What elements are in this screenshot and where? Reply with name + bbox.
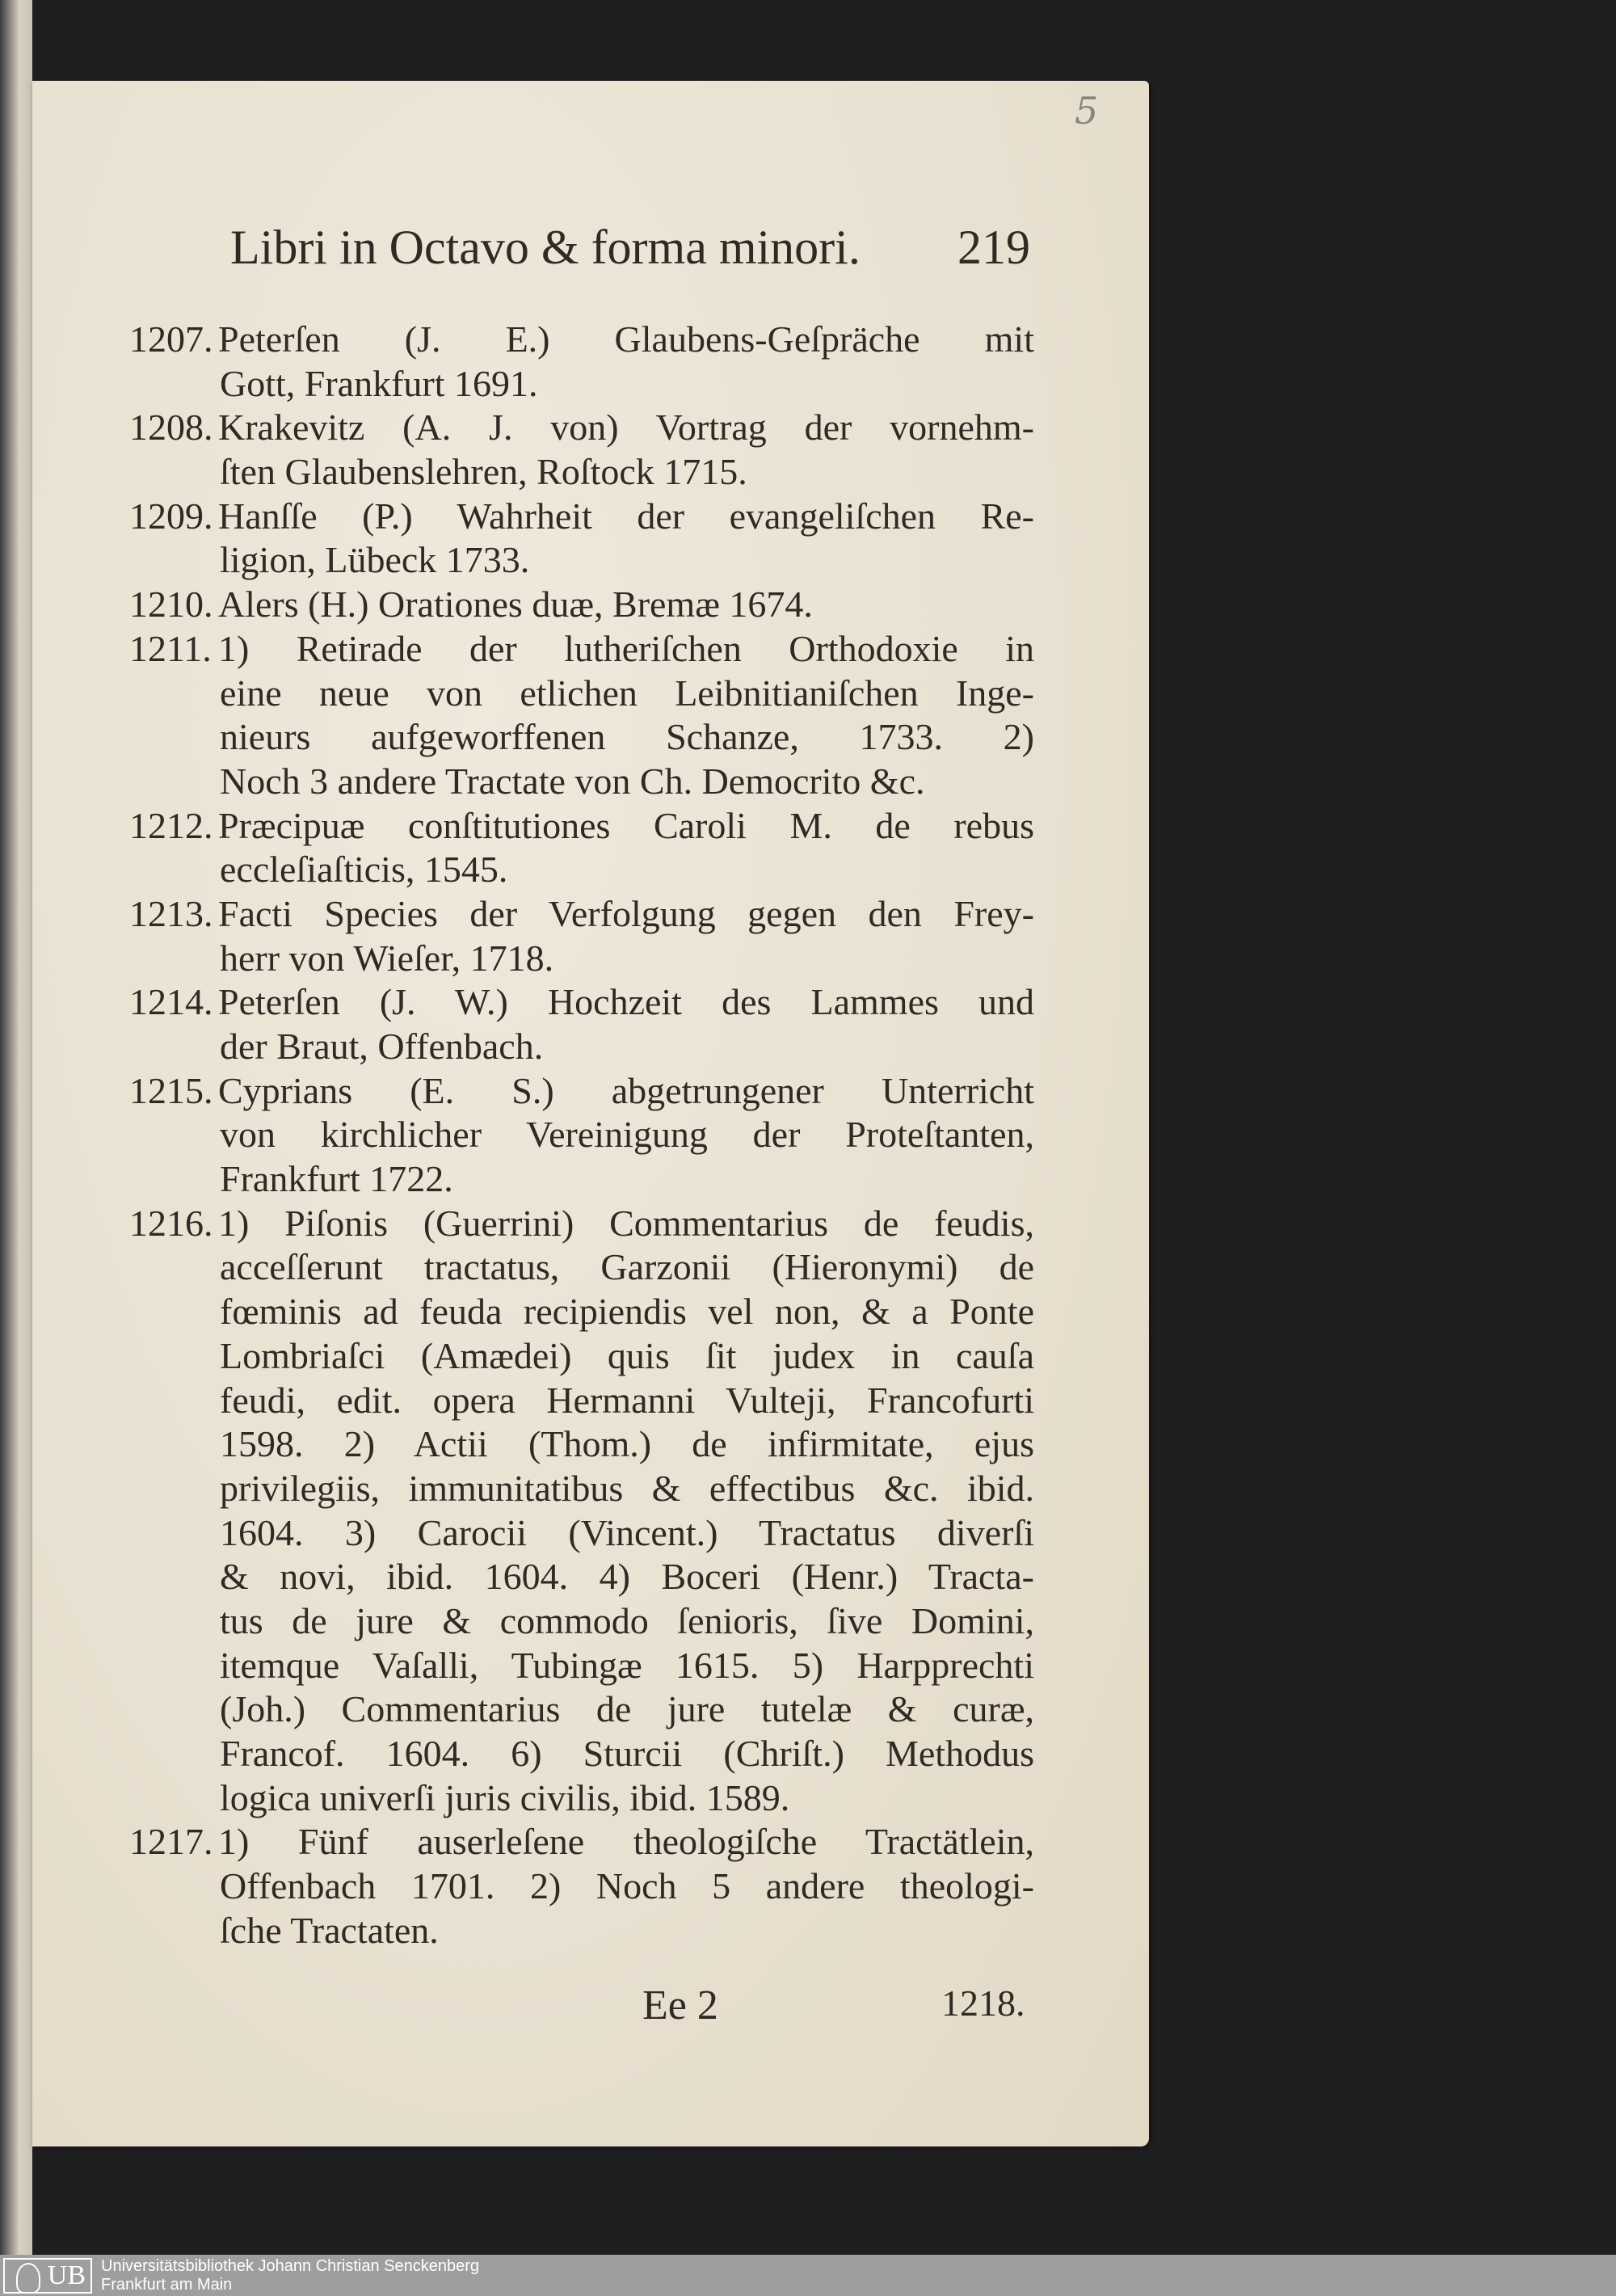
entry-text: Hanſſe (P.) Wahrheit der evangeliſchen Re- [218, 495, 1034, 537]
signature-mark: Ee 2 [642, 1982, 718, 2028]
entry-line [129, 1113, 1034, 1157]
entry-line [129, 1422, 1034, 1467]
entry-line [129, 1069, 1034, 1114]
entry-text: ſten Glaubenslehren, Roſtock 1715. [220, 451, 747, 493]
entry-line [129, 1644, 1034, 1688]
entry-number: 1214. [129, 981, 213, 1023]
institution-city: Frankfurt am Main [101, 2276, 233, 2294]
entry-line [129, 1202, 1034, 1246]
running-head-title: Libri in Octavo & forma minori. [230, 221, 861, 274]
entry-text: logica univerſi juris civilis, ibid. 1589. [220, 1776, 790, 1818]
entry-text: Facti Species der Verfolgung gegen den Frey- [218, 892, 1034, 934]
entry-text: Krakevitz (A. J. von) Vortrag der vornehm- [218, 407, 1034, 449]
entry-text: nieurs aufgeworffenen Schanze, 1733. 2) [220, 716, 1034, 758]
entry-number: 1217. [129, 1821, 213, 1863]
entry-line [129, 495, 1034, 539]
entry-number: 1216. [129, 1202, 213, 1244]
entry-number: 1215. [129, 1069, 213, 1111]
entry-line [129, 1157, 1034, 1202]
entry-line [129, 1864, 1034, 1909]
entry-text: fœminis ad feuda recipiendis vel non, & a Ponte [220, 1291, 1034, 1333]
entry-line [129, 672, 1034, 716]
entry-line [129, 848, 1034, 892]
entry-number: 1210. [129, 583, 213, 626]
entry-text: 1598. 2) Actii (Thom.) de infirmitate, ejus [220, 1423, 1034, 1465]
entry-line [129, 627, 1034, 672]
entry-number: 1211. [129, 627, 212, 669]
handwritten-folio-mark: 5 [1075, 89, 1099, 133]
entry-text: ligion, Lübeck 1733. [220, 539, 530, 581]
entry-number: 1209. [129, 495, 213, 537]
ub-logo [3, 2258, 92, 2294]
entry-line [129, 362, 1034, 407]
entry-line [129, 1467, 1034, 1511]
entry-line [129, 804, 1034, 849]
entry-line [129, 937, 1034, 981]
senckenberg-bust-icon [16, 2263, 40, 2294]
entry-text: privilegiis, immunitatibus & effectibus &c. ibid. [220, 1467, 1034, 1509]
page-number: 219 [957, 221, 1030, 274]
entry-text: Peterſen (J. E.) Glaubens-Geſpräche mit [218, 318, 1034, 360]
entry-text: 1604. 3) Carocii (Vincent.) Tractatus diverſi [220, 1511, 1034, 1553]
entry-number: 1207. [129, 318, 213, 360]
entry-line [129, 1334, 1034, 1379]
entry-text: Cyprians (E. S.) abgetrungener Unterricht [218, 1069, 1034, 1111]
entry-text: Gott, Frankfurt 1691. [220, 362, 538, 404]
entry-text: Frankfurt 1722. [220, 1158, 453, 1200]
entry-line [129, 538, 1034, 583]
entry-text: tus de jure & commodo ſenioris, ſive Domini, [220, 1599, 1034, 1641]
logo-text: UB [47, 2260, 86, 2290]
entry-line [129, 892, 1034, 937]
entry-text: eine neue von etlichen Leibnitianiſchen Inge- [220, 672, 1034, 714]
entry-text: Præcipuæ conſtitutiones Caroli M. de rebus [218, 804, 1034, 846]
entry-line [129, 1555, 1034, 1599]
entry-text: (Joh.) Commentarius de jure tutelæ & curæ, [220, 1688, 1034, 1730]
entry-text: Lombriaſci (Amædei) quis ſit judex in cauſa [220, 1334, 1034, 1376]
catalogue-entries [129, 318, 1034, 1953]
institution-name: Universitätsbibliothek Johann Christian Senckenberg [101, 2257, 480, 2275]
entry-text: der Braut, Offenbach. [220, 1026, 544, 1067]
entry-text: eccleſiaſticis, 1545. [220, 849, 508, 891]
entry-line [129, 1511, 1034, 1556]
entry-number: 1212. [129, 804, 213, 846]
entry-line [129, 1687, 1034, 1732]
entry-text: 1) Fünf auserleſene theologiſche Tractätlein, [218, 1821, 1034, 1863]
entry-text: Peterſen (J. W.) Hochzeit des Lammes und [218, 981, 1034, 1023]
entry-text: Alers (H.) Orationes duæ, Bremæ 1674. [218, 583, 813, 626]
entry-text: herr von Wieſer, 1718. [220, 937, 554, 979]
entry-number: 1213. [129, 892, 213, 934]
entry-line [129, 1909, 1034, 1953]
entry-line [129, 980, 1034, 1025]
catchword: 1218. [941, 1982, 1025, 2024]
entry-text: 1) Retirade der lutheriſchen Orthodoxie in [218, 627, 1034, 669]
entry-text: acceſſerunt tractatus, Garzonii (Hieronymi) de [220, 1246, 1034, 1288]
entry-text: & novi, ibid. 1604. 4) Boceri (Henr.) Tracta- [220, 1556, 1034, 1598]
entry-line [129, 318, 1034, 362]
entry-line [129, 1290, 1034, 1334]
page-edge [0, 0, 32, 2255]
entry-text: 1) Piſonis (Guerrini) Commentarius de feudis, [218, 1202, 1034, 1244]
entry-line [129, 1820, 1034, 1864]
entry-line [129, 1025, 1034, 1069]
entry-text: von kirchlicher Vereinigung der Proteſtanten, [220, 1114, 1034, 1156]
entry-line [129, 1599, 1034, 1644]
entry-line [129, 1379, 1034, 1423]
entry-text: feudi, edit. opera Hermanni Vulteji, Francofurti [220, 1379, 1034, 1421]
entry-line [129, 760, 1034, 804]
entry-number: 1208. [129, 407, 213, 449]
entry-text: Francof. 1604. 6) Sturcii (Chriſt.) Methodus [220, 1733, 1034, 1774]
entry-line [129, 583, 1034, 627]
entry-line [129, 715, 1034, 760]
entry-line [129, 406, 1034, 450]
entry-text: Offenbach 1701. 2) Noch 5 andere theologi- [220, 1865, 1034, 1907]
entry-line [129, 1776, 1034, 1821]
entry-line [129, 450, 1034, 495]
entry-text: itemque Vaſalli, Tubingæ 1615. 5) Harpprechti [220, 1644, 1034, 1686]
library-footer [0, 2255, 1616, 2296]
entry-line [129, 1245, 1034, 1290]
running-head [230, 220, 1030, 276]
entry-line [129, 1732, 1034, 1776]
entry-text: Noch 3 andere Tractate von Ch. Democrito &c. [220, 760, 925, 802]
entry-text: ſche Tractaten. [220, 1909, 439, 1951]
